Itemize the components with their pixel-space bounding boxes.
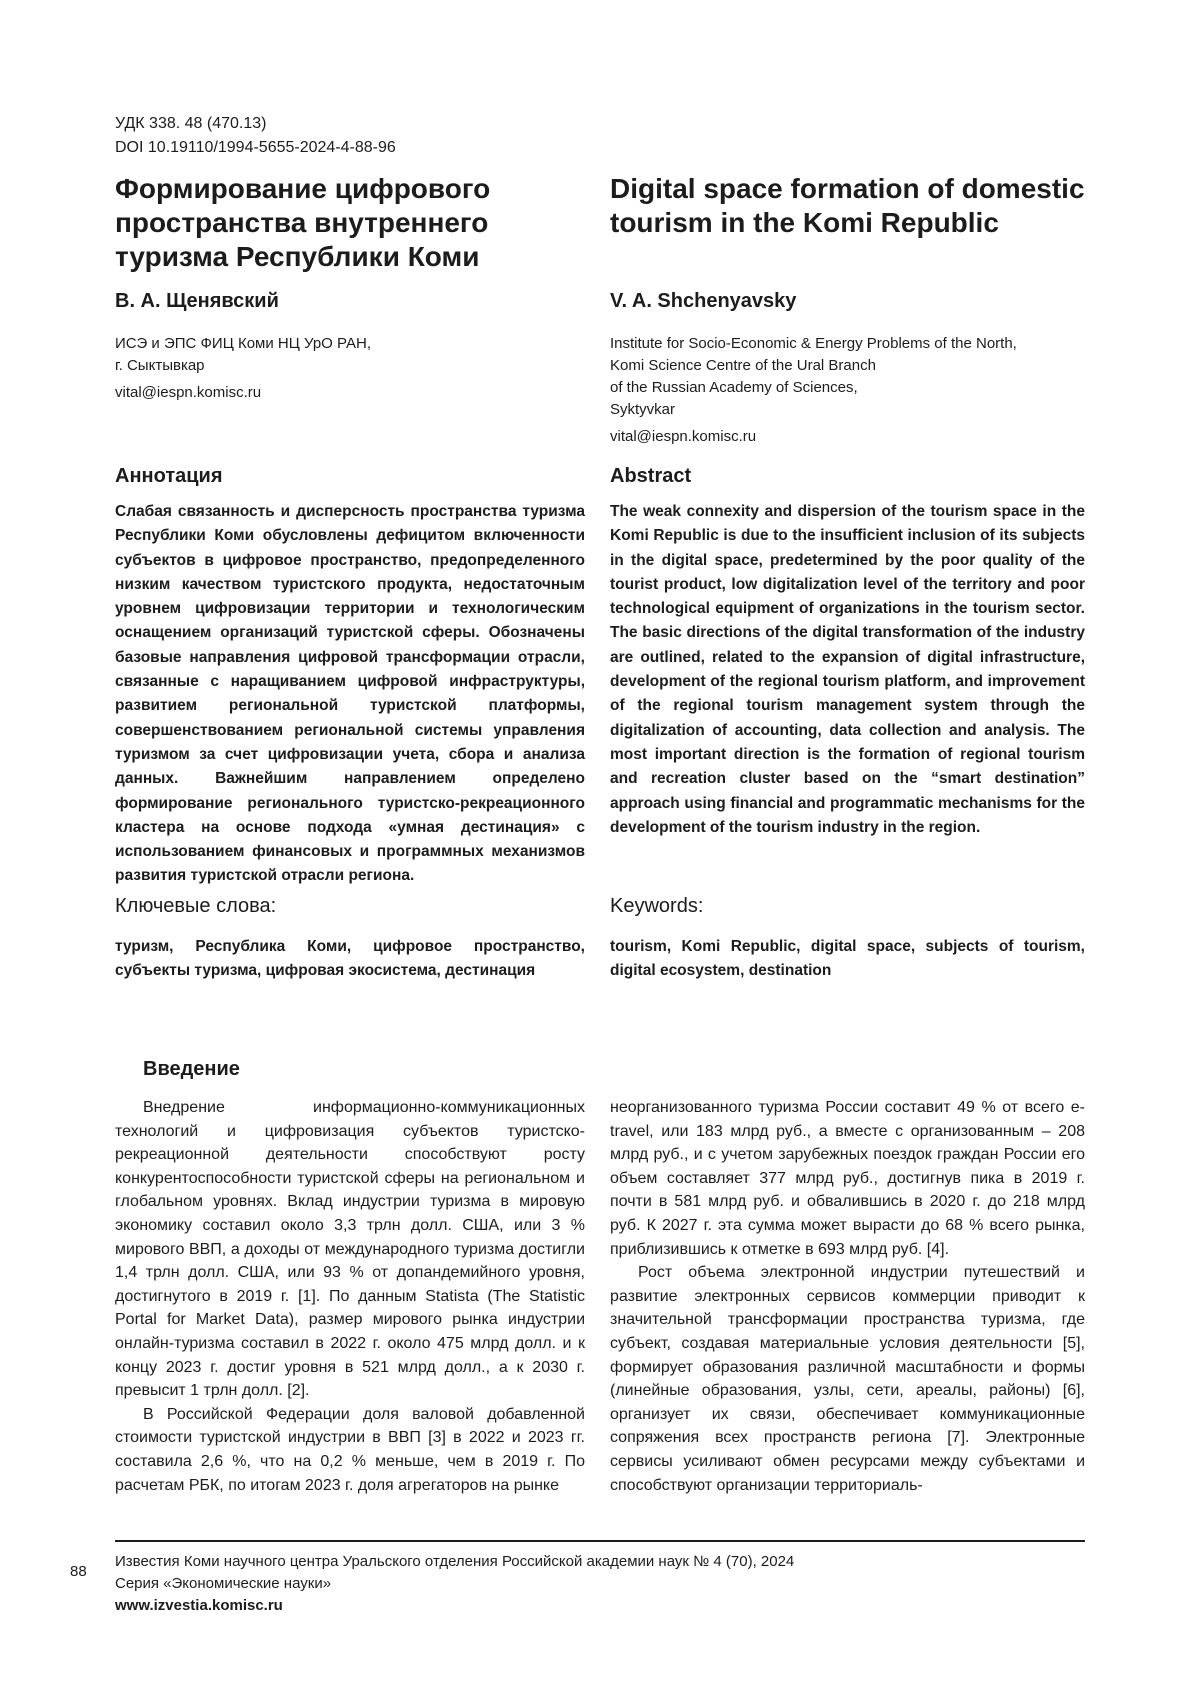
affiliation-en-line: Komi Science Centre of the Ural Branch bbox=[610, 357, 876, 374]
email-ru[interactable]: vital@iespn.komisc.ru bbox=[115, 384, 262, 401]
journal-title: Известия Коми научного центра Уральского отделения Российской академии наук № 4 (70), 2024 bbox=[115, 1553, 795, 1570]
author-en: V. A. Shchenyavsky bbox=[610, 290, 797, 312]
abstract-en: The weak connexity and dispersion of the tourism space in the Komi Republic is due to the insufficient inclusion of its subjects in the digital space, predetermined by the poor quality of the tourist product, low digitalization level of the territory and poor technological equipment of organizations in the tourism sector. The basic directions of the digital transformation of the industry are outlined, related to the expansion of digital infrastructure, development of the regional tourism platform, and improvement of the regional tourism management system through the digitalization of accounting, data collection and analysis. The most important direction is the formation of regional tourism and recreation cluster based on the “smart destination” approach using financial and programmatic mechanisms for the development of the tourism industry in the region. bbox=[610, 503, 1085, 836]
affiliation-ru-line: ИСЭ и ЭПС ФИЦ Коми НЦ УрО РАН, bbox=[115, 335, 372, 352]
journal-url[interactable]: www.izvestia.komisc.ru bbox=[115, 1597, 283, 1614]
abstract-heading-ru: Аннотация bbox=[115, 465, 223, 487]
email-en[interactable]: vital@iespn.komisc.ru bbox=[610, 428, 757, 445]
article-meta bbox=[115, 112, 396, 160]
affiliation-en bbox=[610, 333, 1017, 448]
abstract-heading-en: Abstract bbox=[610, 465, 692, 487]
footer-rule bbox=[115, 1540, 1085, 1542]
title-ru: Формирование цифрового пространства внутреннего туризма Республики Коми bbox=[115, 173, 491, 272]
intro-column-right bbox=[610, 1096, 1085, 1497]
doi: DOI 10.19110/1994-5655-2024-4-88-96 bbox=[115, 139, 396, 156]
intro-paragraph-4: Рост объема электронной индустрии путешествий и развитие электронных сервисов коммерции приводит к значительной трансформации пространства туризма, где субъект, создавая материальные условия деятельности [5], формирует образования различной масштабности и формы (линейные образования, узлы, сети, ареалы, районы) [6], организует их связи, обеспечивает коммуникационные сопряжения всех пространств региона [7]. Электронные сервисы усиливают обмен ресурсами между субъектами и способствуют организации территориаль- bbox=[610, 1264, 1085, 1494]
intro-paragraph-3: неорганизованного туризма России составит 49 % от всего e-travel, или 183 млрд руб., а вместе с организованным – 208 млрд руб., и с учетом зарубежных поездок граждан России его объем составляет 377 млрд руб., достигнув пика в 2019 г. почти в 581 млрд руб. и обвалившись в 2020 г. до 218 млрд руб. К 2027 г. эта сумма может вырасти до 68 % всего рынка, приблизившись к отметке в 693 млрд руб. [4]. bbox=[610, 1099, 1085, 1258]
keywords-en: tourism, Komi Republic, digital space, subjects of tourism, digital ecosystem, destination bbox=[610, 938, 1085, 980]
affiliation-en-line: Institute for Socio-Economic & Energy Problems of the North, bbox=[610, 335, 1017, 352]
affiliation-ru-line: г. Сыктывкар bbox=[115, 357, 205, 374]
keywords-ru: туризм, Республика Коми, цифровое пространство, субъекты туризма, цифровая экосистема, дестинация bbox=[115, 938, 585, 980]
udk-code: УДК 338. 48 (470.13) bbox=[115, 115, 267, 132]
affiliation-en-line: of the Russian Academy of Sciences, bbox=[610, 379, 858, 396]
intro-paragraph-1: Внедрение информационно-коммуникационных технологий и цифровизация субъектов туристско-рекреационной деятельности способствуют росту конкурентоспособности туристской сферы на региональном и глобальном уровнях. Вклад индустрии туризма в мировую экономику составил около 3,3 трлн долл. США, или 3 % мирового ВВП, а доходы от международного туризма достигли 1,4 трлн долл. США, или 93 % от допандемийного уровня, достигнутого в 2019 г. [1]. По данным Statista (The Statistic Portal for Market Data), размер мирового рынка индустрии онлайн-туризма составил в 2022 г. около 475 млрд долл. и к концу 2023 г. достиг уровня в 521 млрд долл., а к 2030 г. превысит 1 трлн долл. [2]. bbox=[115, 1099, 585, 1400]
affiliation-en-line: Syktyvkar bbox=[610, 401, 676, 418]
footer bbox=[115, 1551, 794, 1617]
intro-column-left bbox=[115, 1096, 585, 1497]
abstract-ru: Слабая связанность и дисперсность пространства туризма Республики Коми обусловлены дефицитом включенности субъектов в цифровое пространство, предопределенного низким качеством туристского продукта, недостаточным уровнем цифровизации территории и технологическим оснащением организаций туристской сферы. Обозначены базовые направления цифровой трансформации отрасли, связанные с наращиванием цифровой инфраструктуры, развитием региональной туристской платформы, совершенствованием региональной системы управления туризмом за счет цифровизации учета, сбора и анализа данных. Важнейшим направлением определено формирование регионального туристско-рекреационного кластера на основе подхода «умная дестинация» с использованием финансовых и программных механизмов развития туристской отрасли региона. bbox=[115, 503, 585, 885]
keywords-heading-en: Keywords: bbox=[610, 895, 704, 917]
section-heading-intro: Введение bbox=[143, 1058, 240, 1080]
intro-paragraph-2: В Российской Федерации доля валовой добавленной стоимости туристской индустрии в ВВП [3] в 2022 и 2023 гг. составила 2,6 %, что на 0,2 % меньше, чем в 2019 г. По расчетам РБК, по итогам 2023 г. доля агрегаторов на рынке bbox=[115, 1405, 585, 1494]
journal-series: Серия «Экономические науки» bbox=[115, 1575, 332, 1592]
author-ru: В. А. Щенявский bbox=[115, 290, 279, 312]
keywords-heading-ru: Ключевые слова: bbox=[115, 895, 277, 917]
page-number: 88 bbox=[70, 1563, 87, 1580]
affiliation-ru bbox=[115, 333, 371, 404]
title-en: Digital space formation of domestic tourism in the Komi Republic bbox=[610, 173, 1085, 238]
